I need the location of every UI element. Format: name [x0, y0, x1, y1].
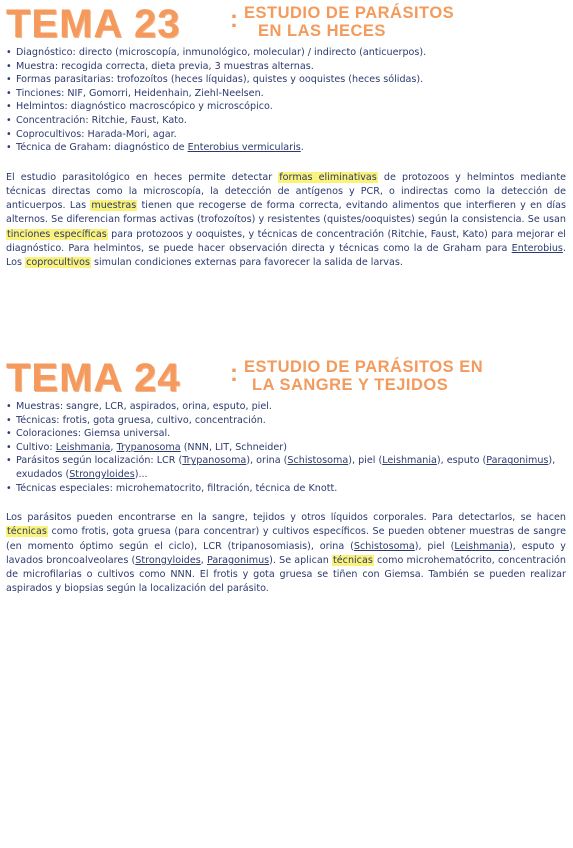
paragraph-text: como frotis, gota gruesa (para concentrar) y cultivos específicos. Se pueden obtener muestras de sangre (en momento óptimo según el ciclo), LCR (tripanosomiasis), orina (: [6, 526, 566, 552]
paragraph-text: Los parásitos pueden encontrarse en la sangre, tejidos y otros líquidos corporales. Para detectarlos, se hacen: [6, 512, 566, 524]
paragraph-text: ,: [200, 554, 204, 566]
highlight-tecnicas: técnicas: [7, 526, 47, 538]
paragraph-text: simulan condiciones externas para favorecer la salida de larvas.: [94, 256, 403, 268]
list-item: • Muestras: sangre, LCR, aspirados, orina, esputo, piel.: [6, 400, 566, 414]
strongyloides-underlined: Strongyloides: [135, 554, 201, 566]
tema23-subtitle-line2: EN LAS HECES: [258, 22, 386, 40]
parasitos-label: Parásitos según localización: LCR (: [16, 455, 183, 467]
tema23-subtitle-line1: ESTUDIO DE PARÁSITOS: [244, 4, 455, 22]
tema24-subtitle-line1: ESTUDIO DE PARÁSITOS EN: [244, 358, 484, 376]
tema24-header: [6, 356, 566, 400]
trypanosoma-term: Trypanosoma: [182, 455, 247, 467]
highlight-formas: formas eliminativas: [279, 171, 377, 183]
enterobius-underlined: Enterobius: [511, 242, 563, 254]
separator: ), orina (: [246, 455, 288, 467]
list-item: • Tinciones: NIF, Gomorri, Heidenhain, Ziehl-Neelsen.: [6, 87, 566, 101]
tema24-title: TEMA 24: [6, 356, 181, 400]
graham-suffix: .: [300, 142, 304, 154]
separator: ,: [110, 441, 114, 453]
separator: ), exudados (: [16, 455, 556, 480]
separator: )...: [134, 468, 148, 480]
trypanosoma-term: Trypanosoma: [116, 441, 181, 453]
paragraph-text: para protozoos y ooquistes, y técnicas de concentración (Ritchie, Faust, Kato) para mejorar el diagnóstico. Para helmintos, se puede hacer observación directa y técnicas como la de Graham para: [6, 228, 566, 254]
tema23-header: [6, 2, 566, 46]
paragonimus-term: Paragonimus: [486, 455, 549, 467]
paragraph-text: ), esputo y lavados broncoalveolares (: [6, 540, 566, 566]
tema23-section: [6, 2, 566, 270]
separator: ), piel (: [348, 455, 383, 467]
list-item: • Formas parasitarias: trofozoítos (heces líquidas), quistes y ooquistes (heces sólidas).: [6, 73, 566, 87]
enterobius-term: Enterobius vermicularis: [187, 142, 301, 154]
list-item: [6, 141, 566, 155]
highlight-coprocultivos: coprocultivos: [26, 256, 90, 268]
list-item: • Técnicas: frotis, gota gruesa, cultivo, concentración.: [6, 414, 566, 428]
cultivo-media: (NNN, LIT, Schneider): [183, 441, 287, 453]
paragraph-text: . Los: [6, 242, 566, 268]
graham-text: Técnica de Graham: diagnóstico de: [16, 142, 185, 154]
list-item: • Técnicas especiales: microhematocrito, filtración, técnica de Knott.: [6, 482, 566, 496]
tema24-paragraph: [6, 511, 566, 596]
leishmania-term: Leishmania: [55, 441, 111, 453]
list-item: • Helmintos: diagnóstico macroscópico y microscópico.: [6, 100, 566, 114]
tema24-colon: :: [230, 360, 238, 387]
highlight-muestras: muestras: [91, 200, 137, 212]
tema23-colon: :: [230, 6, 238, 33]
strongyloides-term: Strongyloides: [69, 468, 135, 480]
paragraph-text: de protozoos y helmintos mediante técnicas directas como la microscopía, la detección de antígenos y PCR, o indirectas como la detección de anticuerpos. Las: [6, 171, 566, 212]
paragraph-text: como microhematócrito, concentración de microfilarias o cultivos como NNN. El frotis y gota gruesa se tiñen con Giemsa. También se pueden realizar aspirados y biopsias según la localización del parásito.: [6, 554, 566, 595]
leishmania-term: Leishmania: [382, 455, 437, 467]
highlight-tecnicas-2: técnicas: [333, 554, 373, 566]
list-item: • Coloraciones: Giemsa universal.: [6, 427, 566, 441]
separator: ), esputo (: [436, 455, 487, 467]
tema23-paragraph: [6, 171, 566, 270]
list-item: [6, 441, 566, 455]
list-item: • Muestra: recogida correcta, dieta previa, 3 muestras alternas.: [6, 60, 566, 74]
paragraph-text: tienen que recogerse de forma correcta, evitando alimentos que interfieren y en días alternos. Se diferencian formas activas (trofozoítos) y resistentes (quistes/ooquistes) según la consistencia. Se usan: [6, 200, 566, 226]
list-item: • Coprocultivos: Harada-Mori, agar.: [6, 128, 566, 142]
paragraph-text: ), piel (: [414, 540, 455, 552]
tema23-bullet-list: [6, 46, 566, 155]
cultivo-label: Cultivo:: [16, 441, 53, 453]
tema23-title: TEMA 23: [6, 2, 181, 46]
tema24-subtitle-line2: LA SANGRE Y TEJIDOS: [252, 376, 449, 394]
paragraph-text: ). Se aplican: [269, 554, 329, 566]
tema24-bullet-list: [6, 400, 566, 495]
paragonimus-underlined: Paragonimus: [206, 554, 270, 566]
leishmania-underlined: Leishmania: [454, 540, 510, 552]
schistosoma-underlined: Schistosoma: [353, 540, 415, 552]
list-item: • Concentración: Ritchie, Faust, Kato.: [6, 114, 566, 128]
tema24-section: [6, 356, 566, 596]
list-item: [6, 454, 566, 481]
list-item: • Diagnóstico: directo (microscopía, inmunológico, molecular) / indirecto (anticuerpos).: [6, 46, 566, 60]
schistosoma-term: Schistosoma: [287, 455, 349, 467]
highlight-tinciones: tinciones específicas: [7, 228, 107, 240]
paragraph-text: El estudio parasitológico en heces permite detectar: [6, 171, 273, 183]
